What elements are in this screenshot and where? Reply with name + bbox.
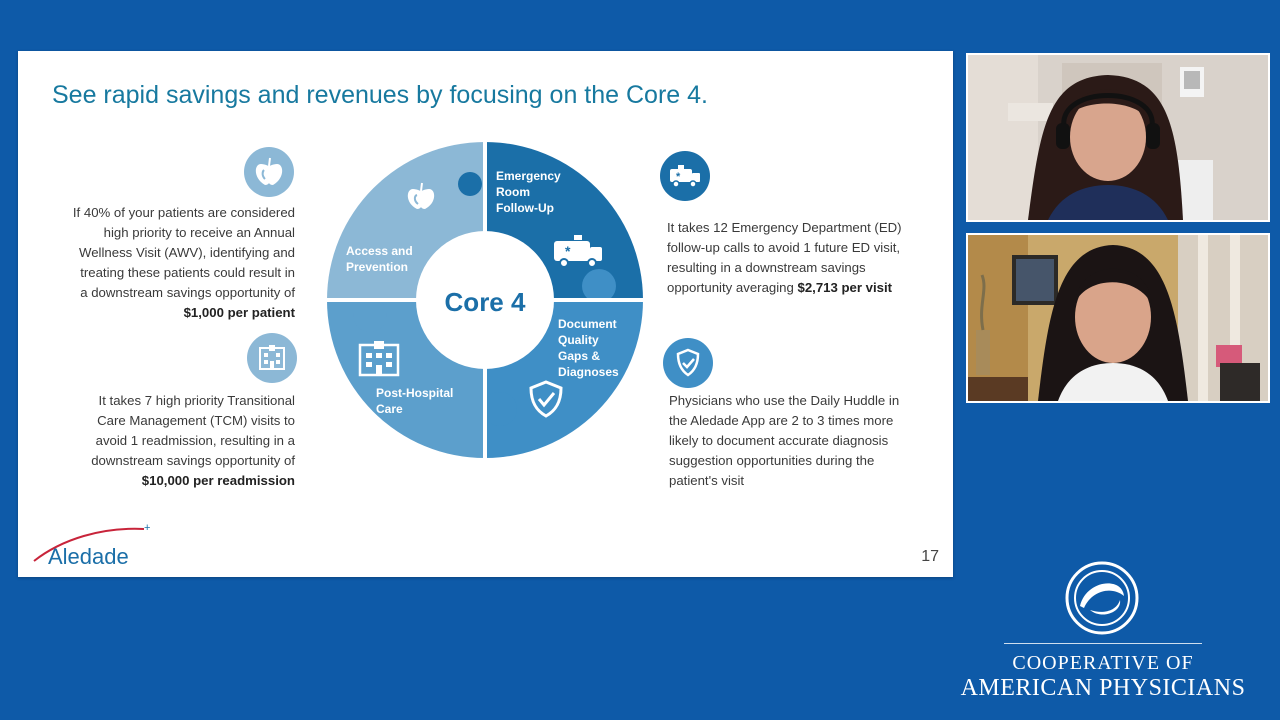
tcm-savings-value: $10,000 per readmission xyxy=(141,473,295,488)
post-hospital-label: Post-Hospital Care xyxy=(376,386,454,416)
core-4-puzzle-diagram xyxy=(324,139,646,461)
svg-text:Aledade: Aledade xyxy=(48,544,129,569)
video-tile-participant-2[interactable] xyxy=(966,233,1270,403)
callout-ed: It takes 12 Emergency Department (ED) follow-up calls to avoid 1 future ED visit, resulting in a downstream savings opportunity averaging $2,713 per visit xyxy=(667,220,902,295)
center-label: Core 4 xyxy=(444,287,526,317)
svg-text:+: + xyxy=(144,522,151,534)
presentation-slide xyxy=(18,51,953,577)
ed-savings-value: $2,713 per visit xyxy=(797,280,893,295)
document-label: Document Quality Gaps & Diagnoses xyxy=(558,317,619,379)
svg-text:*: * xyxy=(676,171,681,183)
brand-line-1: COOPERATIVE OF xyxy=(1012,652,1194,674)
emergency-label: Emergency Room Follow-Up xyxy=(496,169,561,215)
awv-savings-value: $1,000 per patient xyxy=(183,305,295,320)
callout-daily-huddle: Physicians who use the Daily Huddle in the Aledade App are 2 to 3 times more likely to document accurate diagnosis suggestion opportunities during the patient's visit xyxy=(669,393,900,488)
cap-emblem-icon xyxy=(1062,560,1142,640)
slide-title: See rapid savings and revenues by focusing on the Core 4. xyxy=(52,81,708,109)
ambulance-icon xyxy=(660,151,710,201)
svg-text:*: * xyxy=(565,243,571,259)
brand-line-2: AMERICAN PHYSICIANS xyxy=(960,675,1246,701)
cooperative-of-american-physicians-logo xyxy=(948,560,1258,710)
aledade-logo xyxy=(32,519,162,569)
shield-check-icon xyxy=(663,338,713,388)
brand-divider xyxy=(1004,643,1202,644)
apple-icon xyxy=(244,147,294,197)
callout-awv: If 40% of your patients are considered high priority to receive an Annual Wellness Visit (AWV), identifying and treating these patients could result in a downstream savings opportunity of $1,000 per patient xyxy=(72,205,295,320)
hospital-building-icon xyxy=(247,333,297,383)
callout-tcm: It takes 7 high priority Transitional Care Management (TCM) visits to avoid 1 readmission, resulting in a downstream savings opportunity of $10,000 per readmission xyxy=(91,393,295,488)
page-number: 17 xyxy=(921,548,939,565)
access-label: Access and Prevention xyxy=(346,244,413,274)
video-tile-participant-1[interactable] xyxy=(966,53,1270,222)
